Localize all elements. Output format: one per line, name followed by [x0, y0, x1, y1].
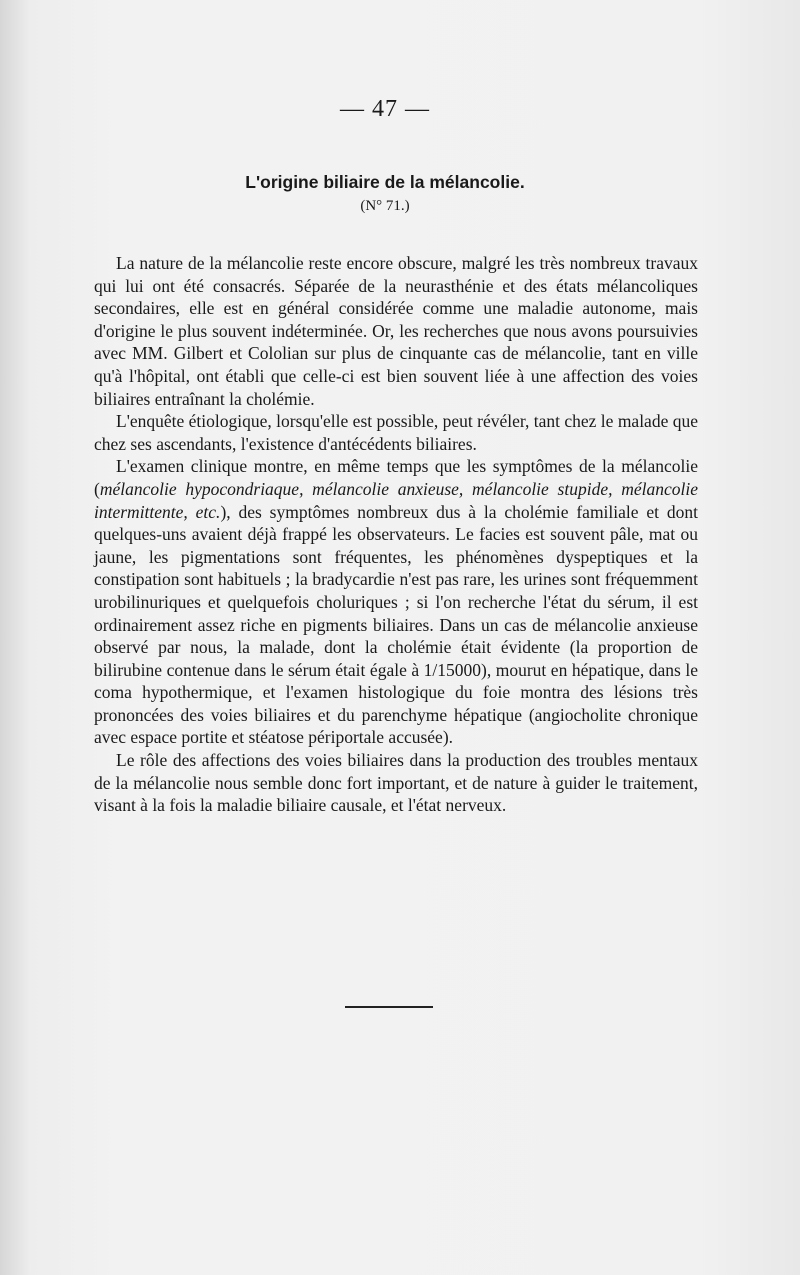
paragraph: Le rôle des affections des voies biliaires dans la production des troubles mentaux de la mélancolie nous semble donc fort important, et de nature à guider le traitement, visant à la fois la maladie biliaire causale, et l'état nerveux. [94, 750, 698, 816]
page-number: — 47 — [340, 96, 430, 122]
paragraph: La nature de la mélancolie reste encore obscure, malgré les très nombreux travaux qui lui ont été consacrés. Séparée de la neurasthénie et des états mélancoliques secondaires, elle est en général considérée comme une maladie autonome, mais d'origine le plus souvent indéterminée. Or, les recherches que nous avons poursuivies avec MM. Gilbert et Cololian sur plus de cinquante cas de mélancolie, tant en ville qu'à l'hôpital, ont établi que celle-ci est bien souvent liée à une affection des voies biliaires entraînant la cholémie. [94, 253, 698, 409]
closing-rule [345, 1006, 433, 1008]
article-body [94, 252, 698, 817]
article-number: (N° 71.) [360, 198, 410, 214]
article-title: L'origine biliaire de la mélancolie. [245, 172, 525, 192]
italic-text: mélancolie hypocondriaque, mélancolie anxieuse, mélancolie stupide, mélancolie intermittente, etc. [94, 478, 698, 522]
paragraph [94, 455, 698, 749]
paragraph: L'enquête étiologique, lorsqu'elle est possible, peut révéler, tant chez le malade que chez ses ascendants, l'existence d'antécédents biliaires. [94, 411, 698, 454]
paragraph-text: ), des symptômes nombreux dus à la cholémie familiale et dont quelques-uns avaient déjà frappé les observateurs. Le facies est souvent pâle, mat ou jaune, les pigmentations sont fréquentes, les phénomènes dyspeptiques et la constipation sont habituels ; la bradycardie n'est pas rare, les urines sont fréquemment urobilinuriques et quelquefois choluriques ; si l'on recherche l'état du sérum, il est ordinairement assez riche en pigments biliaires. Dans un cas de mélancolie anxieuse observé par nous, la malade, dont la cholémie était évidente (la proportion de bilirubine contenue dans le sérum était égale à 1/15000), mourut en hépatique, dans le coma hypothermique, et l'examen histologique du foie montra des lésions très prononcées des voies biliaires et du parenchyme hépatique (angiocholite chronique avec espace portite et stéatose périportale accusée). [94, 501, 698, 748]
paragraph-text: L'examen clinique montre, en même temps que les symptômes de la mélancolie ( [94, 456, 698, 499]
